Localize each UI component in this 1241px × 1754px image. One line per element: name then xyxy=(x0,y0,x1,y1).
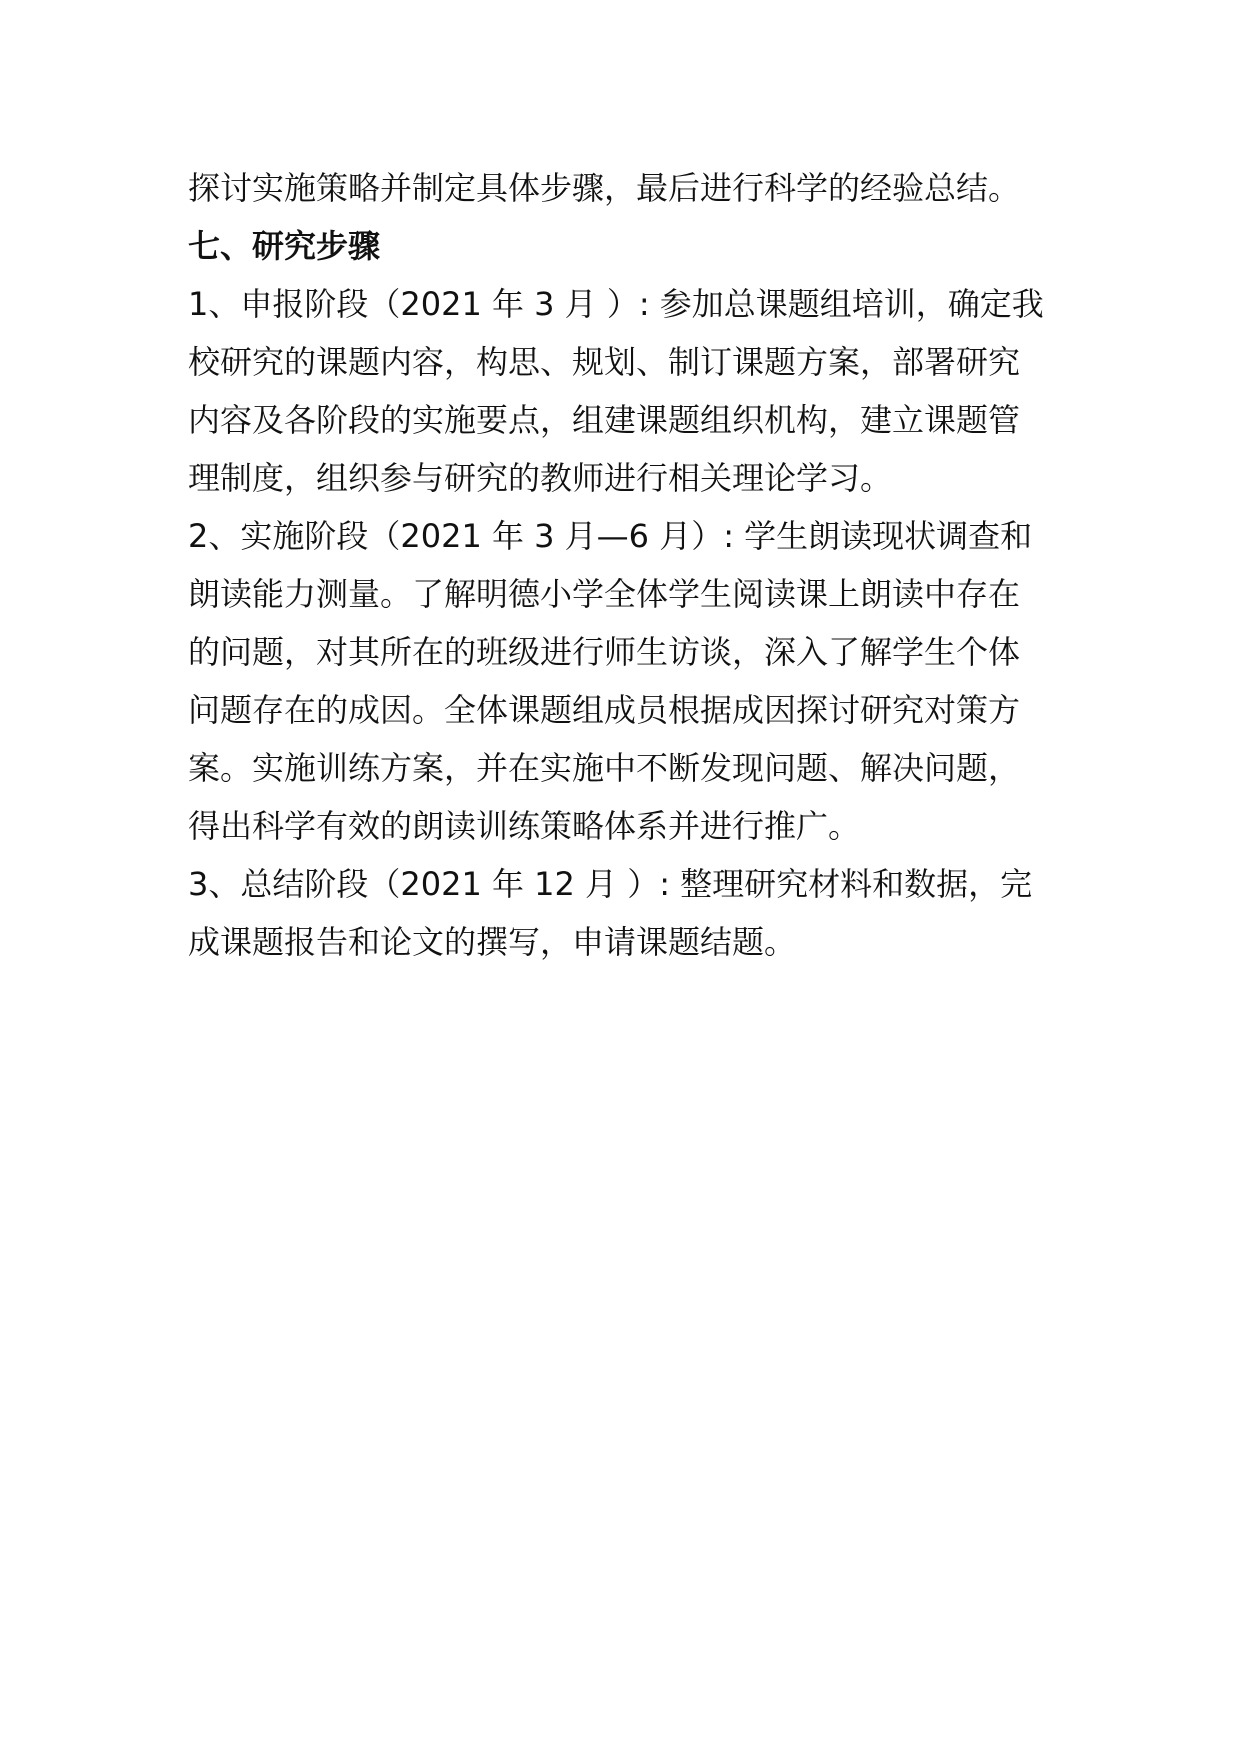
text-line-intro-end: 探讨实施策略并制定具体步骤，最后进行科学的经验总结。 xyxy=(188,169,1021,207)
step-1-line-4: 理制度，组织参与研究的教师进行相关理论学习。 xyxy=(188,459,893,497)
step-2-line-4: 问题存在的成因。全体课题组成员根据成因探讨研究对策方 xyxy=(188,691,1021,729)
step-2-line-5: 案。实施训练方案，并在实施中不断发现问题、解决问题， xyxy=(188,749,1021,787)
step-1-line-1: 1、申报阶段（2021 年 3 月 ）: 参加总课题组培训，确定我 xyxy=(188,285,1044,323)
step-3-line-1: 3、总结阶段（2021 年 12 月 ）: 整理研究材料和数据，完 xyxy=(188,865,1033,903)
step-3-line-2: 成课题报告和论文的撰写，申请课题结题。 xyxy=(188,923,797,961)
step-2-line-2: 朗读能力测量。了解明德小学全体学生阅读课上朗读中存在 xyxy=(188,575,1021,613)
step-1-line-3: 内容及各阶段的实施要点，组建课题组织机构，建立课题管 xyxy=(188,401,1021,439)
step-1-line-2: 校研究的课题内容，构思、规划、制订课题方案，部署研究 xyxy=(188,343,1021,381)
step-2-line-3: 的问题，对其所在的班级进行师生访谈，深入了解学生个体 xyxy=(188,633,1021,671)
step-2-line-6: 得出科学有效的朗读训练策略体系并进行推广。 xyxy=(188,807,861,845)
step-2-line-1: 2、实施阶段（2021 年 3 月—6 月）: 学生朗读现状调查和 xyxy=(188,517,1033,555)
section-heading: 七、研究步骤 xyxy=(188,227,381,265)
